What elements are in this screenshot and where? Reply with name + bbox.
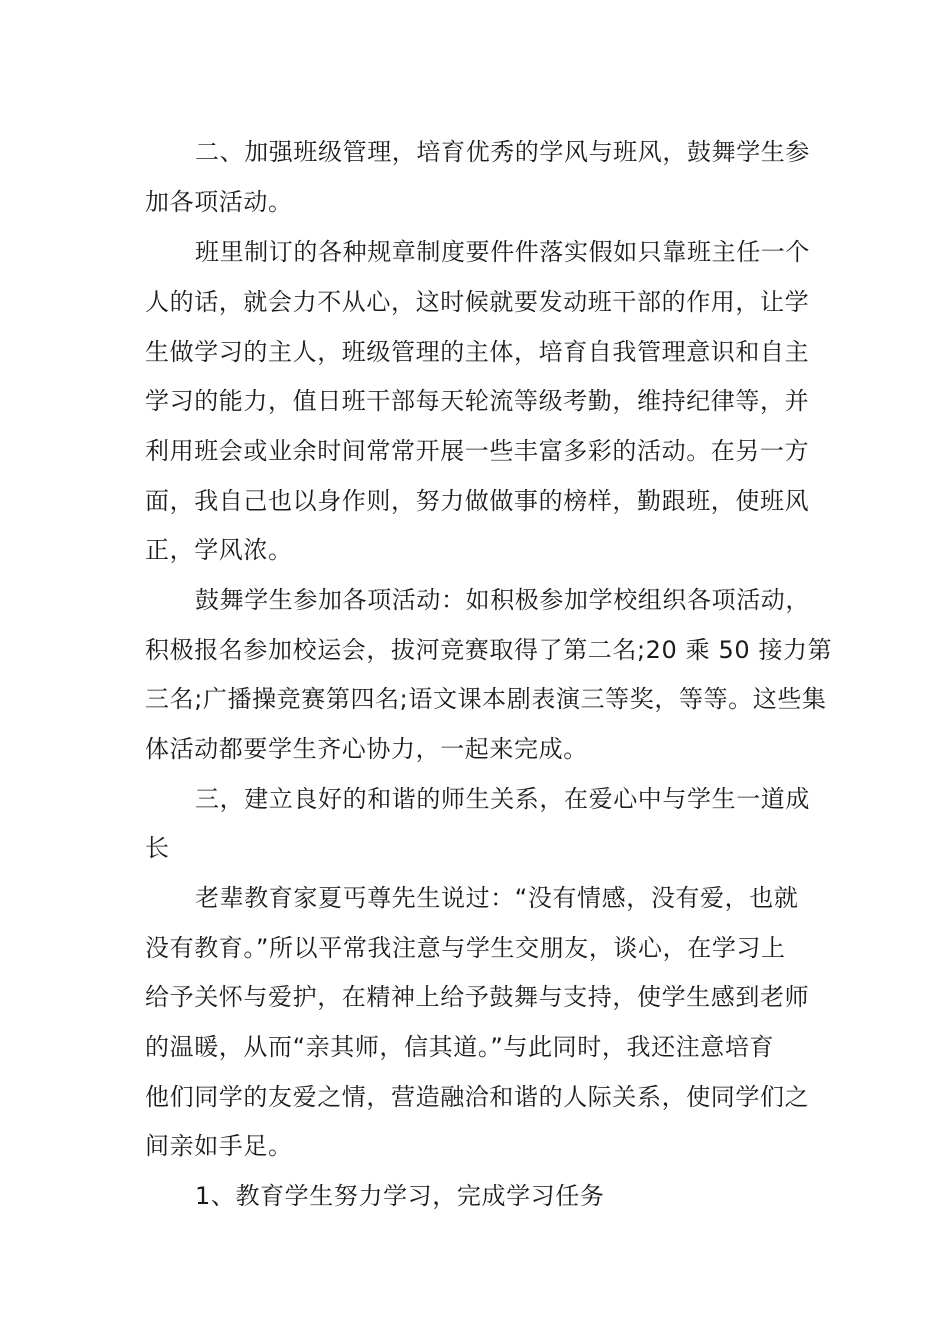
text-line: 老辈教育家夏丐尊先生说过：“没有情感，没有爱，也就 [195,884,799,912]
text-line: 三，建立良好的和谐的师生关系，在爱心中与学生一道成 [195,785,810,813]
text-line: 班里制订的各种规章制度要件件落实假如只靠班主任一个 [195,238,810,266]
text-line: 学习的能力，值日班干部每天轮流等级考勤，维持纪律等，并 [145,387,810,415]
text-line: 加各项活动。 [145,188,293,216]
text-line: 他们同学的友爱之情，营造融洽和谐的人际关系，使同学们之 [145,1083,810,1111]
text-line: 1、教育学生努力学习，完成学习任务 [195,1182,605,1210]
text-line: 体活动都要学生齐心协力，一起来完成。 [145,735,588,763]
text-line: 正，学风浓。 [145,536,293,564]
text-line: 面，我自己也以身作则，努力做做事的榜样，勤跟班，使班风 [145,487,810,515]
text-line: 生做学习的主人，班级管理的主体，培育自我管理意识和自主 [145,338,810,366]
text-line: 积极报名参加校运会，拔河竞赛取得了第二名;20 乘 50 接力第 [145,636,833,664]
text-line: 给予关怀与爱护，在精神上给予鼓舞与支持，使学生感到老师 [145,983,810,1011]
text-line: 长 [145,834,170,862]
text-line: 没有教育。”所以平常我注意与学生交朋友，谈心，在学习上 [145,934,786,962]
text-line: 鼓舞学生参加各项活动：如积极参加学校组织各项活动， [195,586,810,614]
text-line: 人的话，就会力不从心，这时候就要发动班干部的作用，让学 [145,288,810,316]
text-line: 的温暖，从而“亲其师，信其道。”与此同时，我还注意培育 [145,1033,775,1061]
text-line: 三名;广播操竞赛第四名;语文课本剧表演三等奖，等等。这些集 [145,685,827,713]
text-line: 间亲如手足。 [145,1132,293,1160]
text-line: 利用班会或业余时间常常开展一些丰富多彩的活动。在另一方 [145,437,810,465]
text-line: 二、加强班级管理，培育优秀的学风与班风，鼓舞学生参 [195,138,810,166]
